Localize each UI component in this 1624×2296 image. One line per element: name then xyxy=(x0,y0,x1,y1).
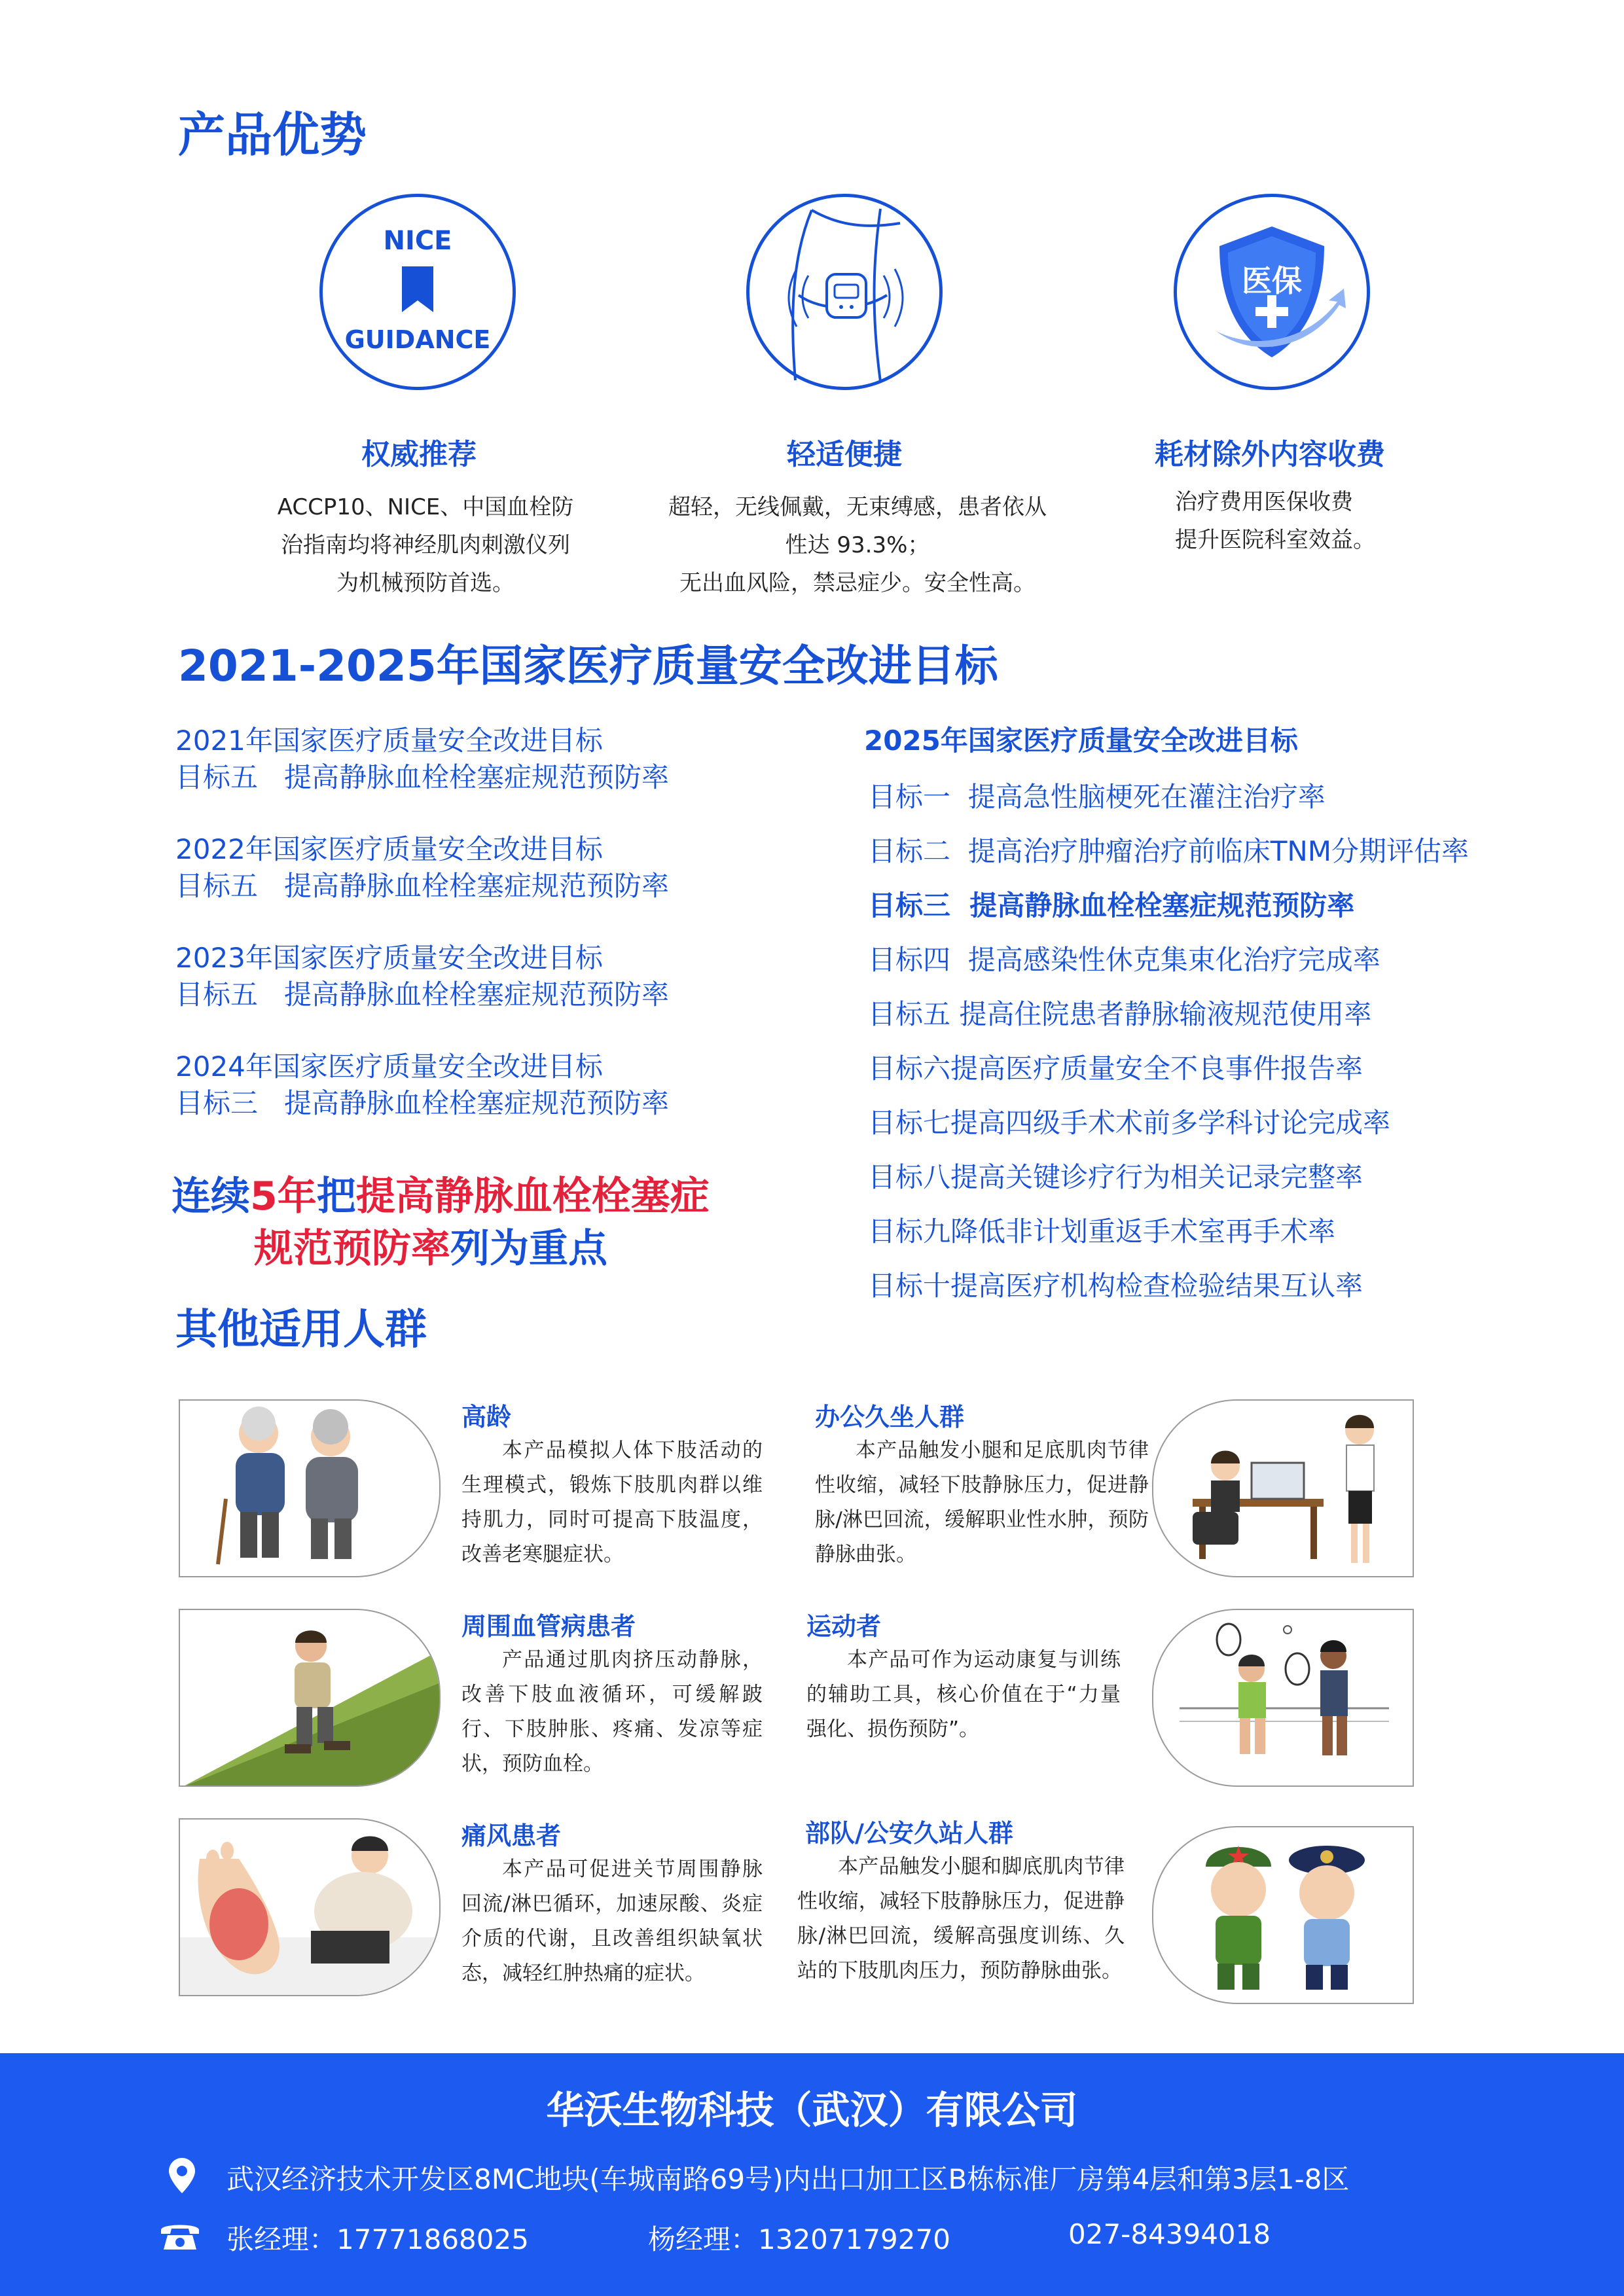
bookmark-icon xyxy=(402,266,433,312)
group-title-army-police: 部队/公安久站人群 xyxy=(805,1819,1013,1848)
goal-2025-item: 目标五 提高住院患者静脉输液规范使用率 xyxy=(868,998,1372,1030)
goal-2025-item: 目标四 提高感染性休克集束化治疗完成率 xyxy=(868,944,1380,976)
group-text-elderly: 本产品模拟人体下肢活动的生理模式，锻炼下肢肌肉群以维持肌力，同时可提高下肢温度，改善老寒腿症状。 xyxy=(461,1439,763,1566)
vascular-patient-illustration xyxy=(179,1609,441,1787)
goals-history-list xyxy=(175,723,669,1122)
group-text-athlete: 本产品可作为运动康复与训练的辅助工具，核心价值在于“力量强化、损伤预防”。 xyxy=(806,1648,1121,1741)
emphasis-line-1: 连续5年把提高静脉血栓栓塞症 xyxy=(171,1174,710,1219)
icon-text-yibao: 医保 xyxy=(1242,263,1302,298)
goal-2025-item: 目标二 提高治疗肿瘤治疗前临床TNM分期评估率 xyxy=(868,835,1470,867)
group-title-vascular: 周围血管病患者 xyxy=(461,1612,636,1641)
goal-year-2024: 2024年国家医疗质量安全改进目标 目标三 提高静脉血栓栓塞症规范预防率 xyxy=(175,1050,670,1119)
wearable-device-icon xyxy=(746,194,943,390)
group-title-gout: 痛风患者 xyxy=(461,1821,562,1850)
medical-insurance-shield-icon xyxy=(1174,194,1370,390)
group-title-office: 办公久坐人群 xyxy=(815,1403,965,1431)
emphasis-line-2: 规范预防率列为重点 xyxy=(254,1226,607,1272)
groups-title: 其他适用人群 xyxy=(175,1306,427,1354)
goal-2025-item: 目标九降低非计划重返手术室再手术率 xyxy=(868,1215,1336,1247)
army-police-illustration xyxy=(1152,1826,1414,2004)
goal-2025-item: 目标八提高关键诊疗行为相关记录完整率 xyxy=(868,1161,1363,1193)
goal-year-2022: 2022年国家医疗质量安全改进目标 目标五 提高静脉血栓栓塞症规范预防率 xyxy=(175,833,670,902)
contact-zhang: 张经理：17771868025 xyxy=(226,2223,529,2255)
goal-2025-item: 目标六提高医疗质量安全不良事件报告率 xyxy=(868,1052,1363,1085)
goal-2025-item: 目标七提高四级手术术前多学科讨论完成率 xyxy=(868,1107,1391,1139)
goal-2025-item: 目标十提高医疗机构检查检验结果互认率 xyxy=(868,1270,1363,1302)
goal-2025-item-highlight: 目标三 提高静脉血栓栓塞症规范预防率 xyxy=(868,889,1355,922)
group-text-gout: 本产品可促进关节周围静脉回流/淋巴循环，加速尿酸、炎症介质的代谢，且改善组织缺氧状态，减轻红肿热痛的症状。 xyxy=(461,1857,763,1985)
company-name: 华沃生物科技（武汉）有限公司 xyxy=(546,2088,1078,2132)
footer-bar xyxy=(0,2053,1624,2296)
goals-2025-list xyxy=(868,770,1469,1313)
feature-text-billing: 治疗费用医保收费 提升医院科室效益。 xyxy=(1175,489,1375,553)
feature-title-authority: 权威推荐 xyxy=(361,438,477,471)
athletes-illustration xyxy=(1152,1609,1414,1787)
contact-yang: 杨经理：13207179270 xyxy=(648,2223,950,2255)
feature-text-comfort: 超轻，无线佩戴，无束缚感，患者依从 性达 93.3%； 无出血风险，禁忌症少。安全性高。 xyxy=(668,494,1047,596)
goal-2025-item: 目标一 提高急性脑梗死在灌注治疗率 xyxy=(868,781,1326,813)
group-title-elderly: 高龄 xyxy=(461,1403,512,1431)
goals-2025-title: 2025年国家医疗质量安全改进目标 xyxy=(864,725,1298,757)
group-text-army-police: 本产品触发小腿和脚底肌肉节律性收缩，减轻下肢静脉压力，促进静脉/淋巴回流，缓解高强度训练、久站的下肢肌肉压力，预防静脉曲张。 xyxy=(797,1855,1125,1982)
feature-text-authority: ACCP10、NICE、中国血栓防 治指南均将神经肌肉刺激仪列 为机械预防首选。 xyxy=(277,494,574,596)
nice-guidance-icon xyxy=(319,194,516,390)
group-text-vascular: 产品通过肌肉挤压动静脉，改善下肢血液循环，可缓解跛行、下肢肿胀、疼痛、发凉等症状，预防血栓。 xyxy=(461,1648,763,1776)
location-pin-icon xyxy=(169,2158,195,2193)
goal-year-2021: 2021年国家医疗质量安全改进目标 目标五 提高静脉血栓栓塞症规范预防率 xyxy=(175,725,670,793)
company-address: 武汉经济技术开发区8MC地块(车城南路69号)内出口加工区B栋标准厂房第4层和第3层1-8区 xyxy=(226,2163,1350,2195)
office-worker-illustration xyxy=(1152,1399,1414,1577)
group-title-athlete: 运动者 xyxy=(806,1612,882,1641)
gout-patient-illustration xyxy=(179,1818,441,1996)
goals-title: 2021-2025年国家医疗质量安全改进目标 xyxy=(178,641,998,691)
feature-title-comfort: 轻适便捷 xyxy=(787,438,902,471)
icon-text-guidance: GUIDANCE xyxy=(344,325,491,354)
telephone-icon xyxy=(158,2221,202,2251)
feature-title-billing: 耗材除外内容收费 xyxy=(1155,438,1385,471)
group-text-office: 本产品触发小腿和足底肌肉节律性收缩，减轻下肢静脉压力，促进静脉/淋巴回流，缓解职业性水肿，预防静脉曲张。 xyxy=(815,1439,1149,1566)
advantages-title: 产品优势 xyxy=(178,107,367,162)
icon-text-nice: NICE xyxy=(383,226,452,256)
elderly-illustration xyxy=(179,1399,441,1577)
goal-year-2023: 2023年国家医疗质量安全改进目标 目标五 提高静脉血栓栓塞症规范预防率 xyxy=(175,942,670,1011)
contact-landline: 027-84394018 xyxy=(1068,2218,1271,2250)
